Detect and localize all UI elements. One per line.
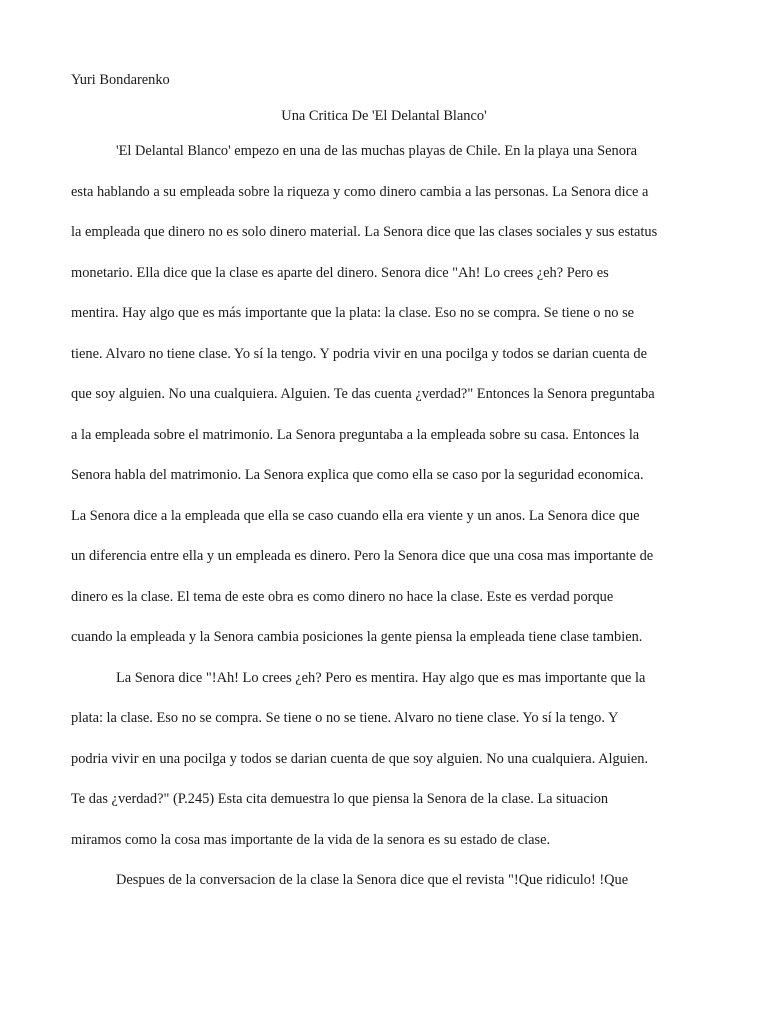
paragraph-2-line-3: podria vivir en una pocilga y todos se darian cuenta de que soy alguien. No una cualquiera. Alguien.: [71, 750, 649, 767]
paragraph-1-line-7: que soy alguien. No una cualquiera. Alguien. Te das cuenta ¿verdad?" Entonces la Senora preguntaba: [71, 386, 655, 402]
paragraph-1-line-13: cuando la empleada y la Senora cambia posiciones la gente piensa la empleada tiene clase tambien.: [71, 629, 643, 645]
paragraph-3-line-1: Despues de la conversacion de la clase la Senora dice que el revista "!Que ridiculo! !Que: [116, 872, 629, 888]
paragraph-1-line-6: tiene. Alvaro no tiene clase. Yo sí la tengo. Y podria vivir en una pocilga y todos se darian cuenta de: [71, 345, 648, 362]
paragraph-2-line-5: miramos como la cosa mas importante de la vida de la senora es su estado de clase.: [71, 831, 551, 848]
paragraph-1-line-1: 'El Delantal Blanco' empezo en una de las muchas playas de Chile. En la playa una Senora: [116, 143, 638, 159]
paragraph-2-line-1: La Senora dice "!Ah! Lo crees ¿eh? Pero es mentira. Hay algo que es mas importante que la: [116, 669, 646, 686]
paragraph-1-line-9: Senora habla del matrimonio. La Senora explica que como ella se caso por la seguridad economica.: [71, 467, 644, 483]
paragraph-1-line-4: monetario. Ella dice que la clase es aparte del dinero. Senora dice "Ah! Lo crees ¿eh? Pero es: [71, 264, 609, 281]
essay-body: [71, 141, 711, 911]
paragraph-1-line-12: dinero es la clase. El tema de este obra es como dinero no hace la clase. Este es verdad porque: [71, 588, 614, 605]
paragraph-1-line-5: mentira. Hay algo que es más importante que la plata: la clase. Eso no se compra. Se tiene o no se: [71, 305, 635, 321]
paragraph-1-line-8: a la empleada sobre el matrimonio. La Senora preguntaba a la empleada sobre su casa. Entonces la: [71, 426, 640, 443]
paragraph-1-line-3: la empleada que dinero no es solo dinero material. La Senora dice que las clases sociales y sus estatus: [71, 224, 658, 240]
paragraph-2-line-4: Te das ¿verdad?" (P.245) Esta cita demuestra lo que piensa la Senora de la clase. La situacion: [71, 791, 609, 807]
paragraph-2-line-2: plata: la clase. Eso no se compra. Se tiene o no se tiene. Alvaro no tiene clase. Yo sí la tengo. Y: [71, 710, 619, 726]
essay-title: Una Critica De 'El Delantal Blanco': [281, 108, 487, 124]
paragraph-1-line-2: esta hablando a su empleada sobre la riqueza y como dinero cambia a las personas. La Senora dice a: [71, 183, 649, 200]
paragraph-1-line-11: un diferencia entre ella y un empleada es dinero. Pero la Senora dice que una cosa mas importante de: [71, 548, 654, 564]
author-name: Yuri Bondarenko: [71, 72, 170, 88]
paragraph-1-line-10: La Senora dice a la empleada que ella se caso cuando ella era viente y un anos. La Senora dice que: [71, 507, 640, 524]
